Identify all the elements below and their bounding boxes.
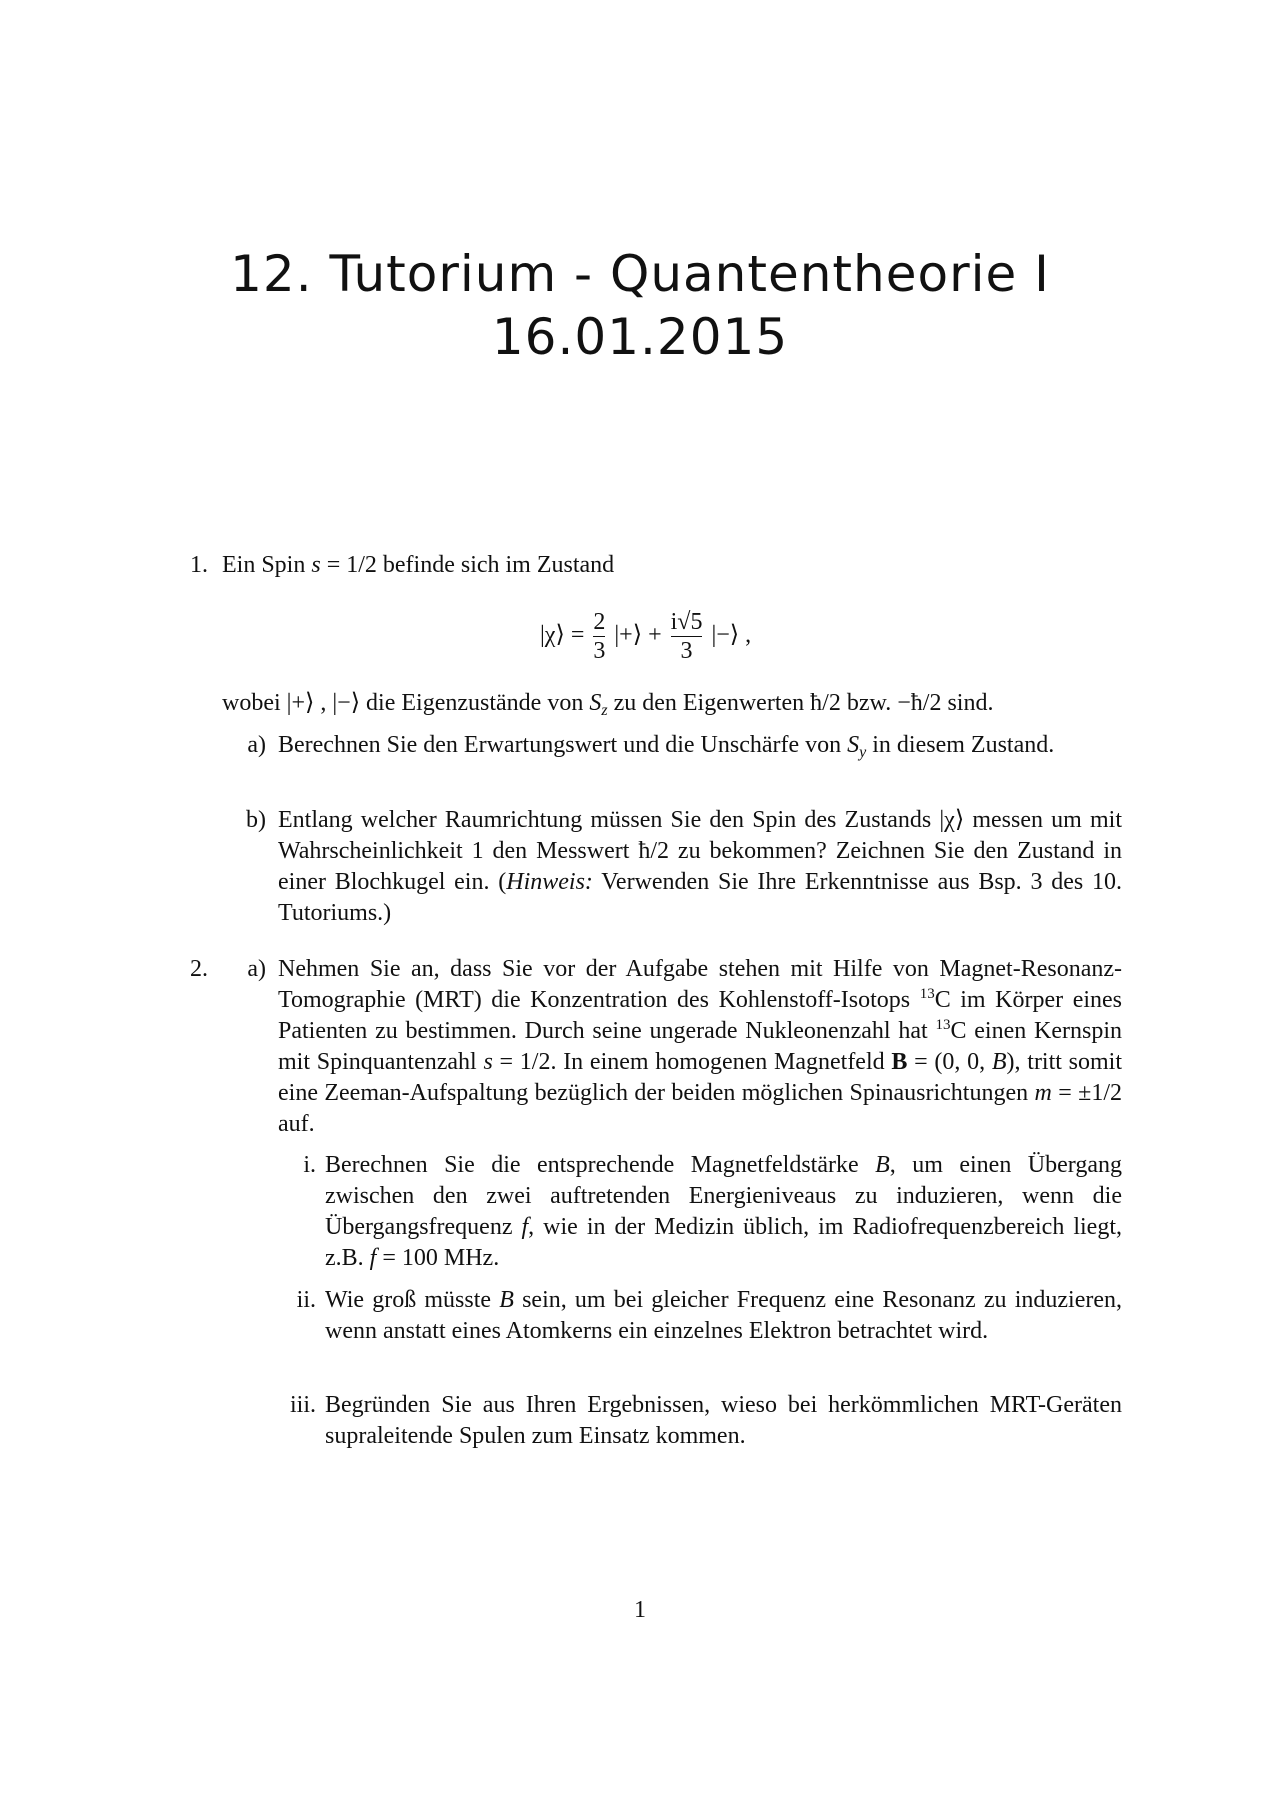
fraction-2-over-3: $\frac{2}{3}$ [593,609,606,664]
problem-2a-ii-label: ii. [296,1287,316,1313]
problem-2a-iii-label: iii. [289,1392,316,1418]
fraction-i-sqrt5-over-3: $\frac{i√5}{3}$ [670,609,703,664]
problem-1b-text: Entlang welcher Raumrichtung müssen Sie den Spin des Zustands |χ⟩ messen um mit Wahrscheinlichkeit 1 den Messwert ħ/2 zu bekommen? Zeichnen Sie den Zustand in einer Blochkugel ein. (Hinweis: Verwenden Sie Ihre Erkenntnisse aus Bsp. 3 des 10. Tutoriums.) [278,807,1122,926]
problem-1-where: wobei |+⟩ , |−⟩ die Eigenzustände von $S_z$ zu den Eigenwerten ħ/2 bzw. −ħ/2 sind. [222,690,994,719]
document-title: 12. Tutorium - Quantentheorie I [230,245,1050,303]
problem-1-number: 1. [190,552,208,578]
problem-1-intro: Ein Spin s = 1/2 befinde sich im Zustand [222,552,615,578]
problem-2-number: 2. [190,956,208,982]
problem-2a-i-label: i. [303,1152,316,1178]
document-date: 16.01.2015 [491,308,789,366]
problem-2a-i-text: Berechnen Sie die entsprechende Magnetfeldstärke B, um einen Übergang zwischen den zwei auftretenden Energieniveaus zu induzieren, wenn die Übergangsfrequenz f, wie in der Medizin üblich, im Radiofrequenzbereich liegt, z.B. f = 100 MHz. [325,1152,1122,1271]
problem-2a-label: a) [247,956,266,982]
problem-1a-text: Berechnen Sie den Erwartungswert und die Unschärfe von $S_y$ in diesem Zustand. [278,732,1055,761]
problem-1a-label: a) [247,732,266,758]
problem-1b-label: b) [246,807,266,833]
problem-2a-text: Nehmen Sie an, dass Sie vor der Aufgabe stehen mit Hilfe von Magnet-Resonanz-Tomographie (MRT) die Konzentration des Kohlenstoff-Isotops $^{13}$C im Körper eines Patienten zu bestimmen. Durch seine ungerade Nukleonenzahl hat $^{13}$C einen Kernspin mit Spinquantenzahl s = 1/2. In einem homogenen Magnetfeld B = (0, 0, B), tritt somit eine Zeeman-Aufspaltung bezüglich der beiden möglichen Spinausrichtungen m = ±1/2 auf. [278,956,1123,1137]
problem-2a-ii-text: Wie groß müsste B sein, um bei gleicher Frequenz eine Resonanz zu induzieren, wenn anstatt eines Atomkerns ein einzelnes Elektron betrachtet wird. [325,1287,1123,1344]
problem-2a-iii-text: Begründen Sie aus Ihren Ergebnissen, wieso bei herkömmlichen MRT-Geräten supraleitende Spulen zum Einsatz kommen. [325,1392,1122,1449]
page-number: 1 [634,1597,646,1623]
state-equation: |χ⟩ = $\frac{2}{3}$ |+⟩ + $\frac{i√5}{3}$ |−⟩ , [540,609,752,664]
